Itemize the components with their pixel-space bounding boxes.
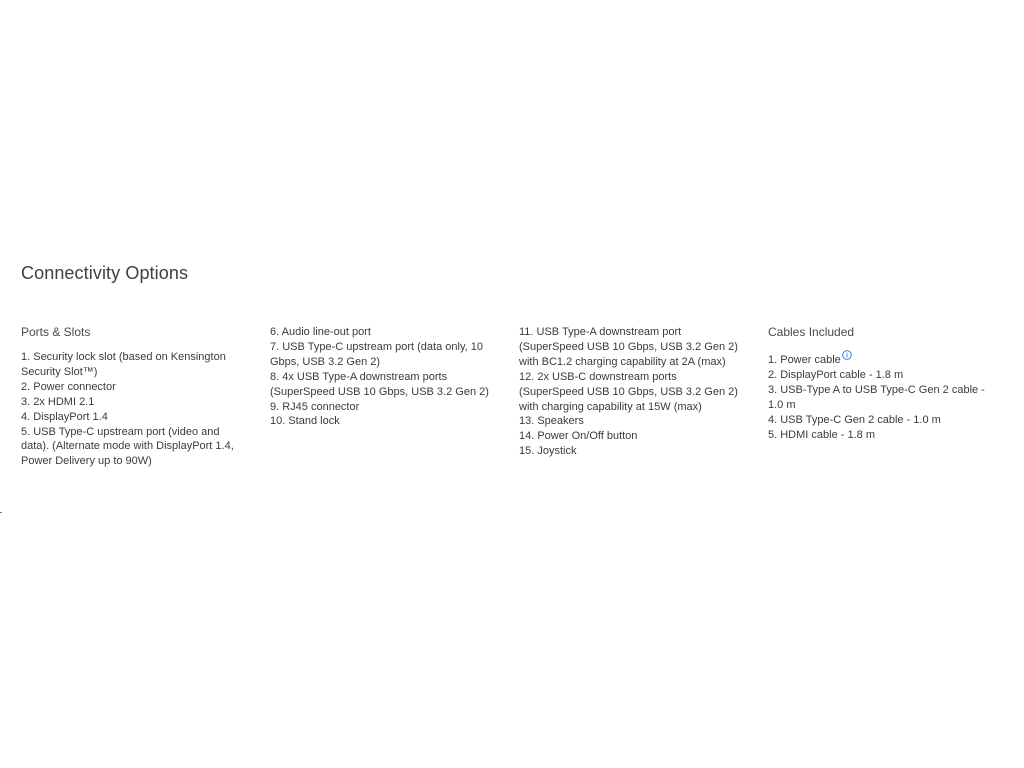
list-item: 2. Power connector	[21, 380, 116, 393]
list-item: 5. HDMI cable - 1.8 m	[768, 428, 875, 441]
list-item: 3. 2x HDMI 2.1	[21, 395, 95, 408]
list-item: 8. 4x USB Type-A downstream ports (SuperSpeed USB 10 Gbps, USB 3.2 Gen 2)	[270, 370, 489, 398]
info-circle-icon[interactable]	[842, 350, 852, 360]
list-item: 7. USB Type-C upstream port (data only, 10 Gbps, USB 3.2 Gen 2)	[270, 340, 483, 368]
list-item: 4. DisplayPort 1.4	[21, 410, 108, 423]
list-item: 6. Audio line-out port	[270, 326, 371, 338]
ports-slots-column	[21, 325, 246, 469]
ports-slots-list-2	[270, 325, 495, 429]
list-item: 5. USB Type-C upstream port (video and data). (Alternate mode with DisplayPort 1.4, Power Delivery up to 90W)	[21, 425, 234, 468]
ports-slots-column-2	[270, 325, 495, 429]
list-item: 13. Speakers	[519, 415, 584, 428]
ports-slots-column-3	[519, 325, 744, 459]
list-item: 15. Joystick	[519, 445, 577, 458]
ports-slots-heading: Ports & Slots	[21, 325, 91, 339]
list-item: 10. Stand lock	[270, 415, 340, 428]
list-item: 1. Security lock slot (based on Kensington Security Slot™)	[21, 351, 226, 378]
list-item: 11. USB Type-A downstream port (SuperSpeed USB 10 Gbps, USB 3.2 Gen 2) with BC1.2 charging capability at 2A (max)	[519, 326, 738, 368]
list-item: 12. 2x USB-C downstream ports (SuperSpeed USB 10 Gbps, USB 3.2 Gen 2) with charging capability at 15W (max)	[519, 370, 738, 413]
power-cable-label: 1. Power cable	[768, 354, 841, 366]
list-item: 4. USB Type-C Gen 2 cable - 1.0 m	[768, 413, 941, 426]
list-item	[768, 350, 996, 368]
list-item: 9. RJ45 connector	[270, 400, 360, 413]
list-item: 14. Power On/Off button	[519, 430, 638, 443]
ports-slots-list	[21, 350, 246, 469]
list-item: 2. DisplayPort cable - 1.8 m	[768, 368, 904, 381]
cables-column	[768, 325, 996, 442]
cables-heading: Cables Included	[768, 325, 855, 339]
list-item: 3. USB-Type A to USB Type-C Gen 2 cable - 1.0 m	[768, 383, 985, 411]
cables-list	[768, 350, 996, 442]
ports-slots-list-3	[519, 325, 744, 459]
section-title: Connectivity Options	[21, 263, 189, 283]
edge-mark	[0, 512, 2, 513]
